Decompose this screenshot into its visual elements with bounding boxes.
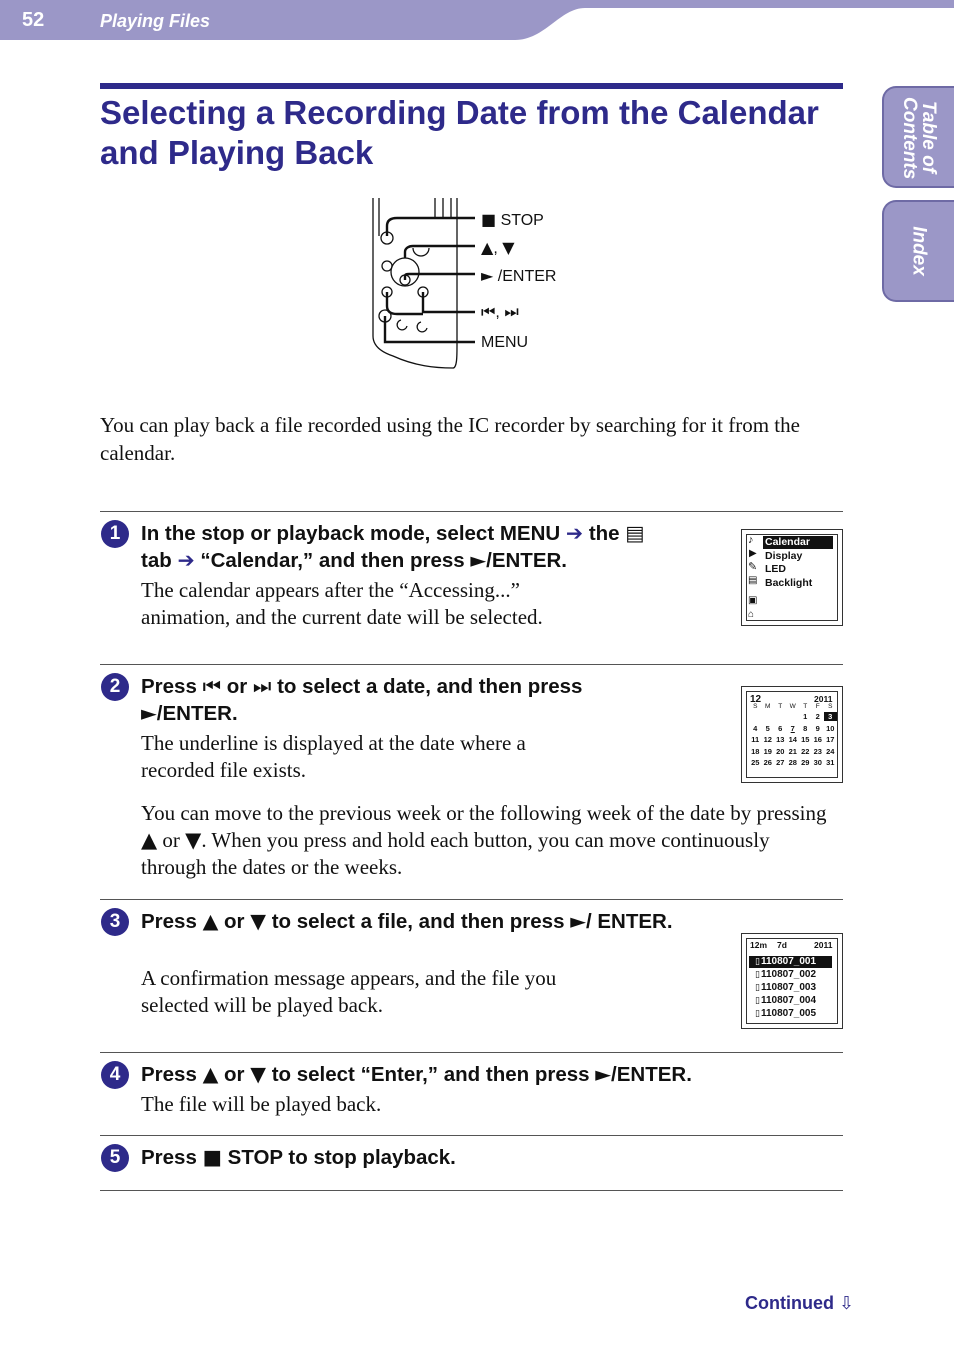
calendar-day: 2 xyxy=(815,712,820,721)
divider xyxy=(100,1052,843,1053)
calendar-day: 9 xyxy=(815,723,820,733)
calendar-day: 16 xyxy=(813,735,822,744)
calendar-day: 6 xyxy=(778,723,783,733)
calendar-day: 25 xyxy=(751,758,760,767)
play-icon: ► xyxy=(595,1062,612,1086)
calendar-day: 26 xyxy=(763,758,772,767)
step-3-heading: Press ▲ or ▼ to select a file, and then press ►/ ENTER. xyxy=(141,909,673,933)
file-list-item xyxy=(749,982,832,994)
previous-icon: ⏮ xyxy=(481,302,496,321)
step-5-heading: Press ■ STOP to stop playback. xyxy=(141,1145,456,1169)
next-icon: ⏭ xyxy=(252,674,272,698)
menu-item: Display xyxy=(765,550,803,562)
calendar-weekday: M xyxy=(765,703,771,710)
stop-icon: ■ xyxy=(481,210,497,229)
file-icon: ▯ xyxy=(755,970,760,980)
divider xyxy=(100,664,843,665)
page-title: Selecting a Recording Date from the Calendar and Playing Back xyxy=(100,94,819,171)
menu-item: Backlight xyxy=(765,577,813,589)
divider xyxy=(100,511,843,512)
file-name: 110807_005 xyxy=(760,1008,817,1019)
step-number: 4 xyxy=(101,1061,129,1089)
up-arrow-icon: ▲ xyxy=(202,909,219,933)
step-2-body: The underline is displayed at the date where a recorded file exists. xyxy=(141,731,526,782)
index-tab[interactable] xyxy=(882,200,954,302)
step-3-body: A confirmation message appears, and the file you selected will be played back. xyxy=(141,966,557,1017)
step-4-heading: Press ▲ or ▼ to select “Enter,” and then press ►/ENTER. xyxy=(141,1062,692,1086)
down-arrow-icon: ▼ xyxy=(185,828,202,852)
menu-item-selected: Calendar xyxy=(763,536,833,549)
down-arrow-icon: ▼ xyxy=(502,238,515,257)
calendar-day: 13 xyxy=(776,735,785,744)
calendar-day: 15 xyxy=(801,735,810,744)
next-icon: ⏭ xyxy=(504,302,519,321)
step-number: 5 xyxy=(101,1144,129,1172)
step-4-body: The file will be played back. xyxy=(141,1092,382,1116)
down-arrow-icon: ▼ xyxy=(250,1062,266,1086)
file-list-item xyxy=(749,956,832,968)
calendar-weekday: S xyxy=(753,703,758,710)
arrow-right-icon: ➔ xyxy=(565,521,584,545)
arrow-right-icon: ➔ xyxy=(177,548,195,572)
file-name: 110807_003 xyxy=(760,982,817,993)
calendar-day: 24 xyxy=(826,746,835,756)
calendar-year: 2011 xyxy=(814,694,833,704)
calendar-day: 31 xyxy=(826,758,835,767)
file-name: 110807_001 xyxy=(760,956,817,967)
step-number: 1 xyxy=(101,520,129,548)
page-header xyxy=(0,0,954,40)
calendar-day: 29 xyxy=(801,758,810,767)
file-icon: ▯ xyxy=(755,1009,760,1019)
step-number: 3 xyxy=(101,908,129,936)
previous-icon: ⏮ xyxy=(202,674,222,698)
calendar-weekday: W xyxy=(789,703,796,710)
down-arrow-icon: ▼ xyxy=(250,909,266,933)
play-icon: ► xyxy=(570,909,586,933)
index-tab-label: Index xyxy=(908,226,930,276)
calendar-day: 7 xyxy=(790,723,795,733)
up-arrow-icon: ▲ xyxy=(202,1062,219,1086)
calendar-day: 14 xyxy=(788,735,797,744)
recorder-diagram xyxy=(365,196,585,376)
calendar-screen xyxy=(741,686,843,783)
page-number: 52 xyxy=(22,9,45,31)
calendar-day: 18 xyxy=(751,746,760,756)
calendar-day: 22 xyxy=(801,746,810,756)
stop-label: ■ STOP xyxy=(481,210,544,229)
calendar-day: 23 xyxy=(813,746,822,756)
calendar-day: 10 xyxy=(826,723,835,733)
play-icon: ► xyxy=(470,548,487,572)
title-rule xyxy=(100,83,843,89)
intro-paragraph: You can play back a file recorded using the IC recorder by searching for it from the calendar. xyxy=(100,413,800,465)
calendar-day: 27 xyxy=(776,758,785,767)
calendar-day: 20 xyxy=(776,746,785,756)
step-2-heading: Press ⏮ or ⏭ to select a date, and then press ►/ENTER. xyxy=(141,674,583,725)
divider xyxy=(100,1190,843,1191)
play-icon: ► xyxy=(141,701,157,725)
calendar-weekday: S xyxy=(828,703,833,710)
arrow-down-icon: ⇩ xyxy=(839,1293,855,1314)
step-1-body: The calendar appears after the “Accessing...” animation, and the current date will be selected. xyxy=(141,578,543,629)
calendar-day: 5 xyxy=(765,723,770,733)
calendar-day: 30 xyxy=(813,758,822,767)
calendar-day: 12 xyxy=(763,735,772,744)
play-enter-label: ► /ENTER xyxy=(481,266,557,285)
file-icon: ▯ xyxy=(755,983,760,993)
calendar-weekday: T xyxy=(778,703,783,710)
calendar-month: 12 xyxy=(750,694,762,705)
calendar-day: 19 xyxy=(763,746,772,756)
file-icon: ▯ xyxy=(755,996,760,1006)
file-list-item xyxy=(749,995,832,1007)
file-name: 110807_002 xyxy=(760,969,817,980)
step-number: 2 xyxy=(101,673,129,701)
toolbox-icon: ▣ xyxy=(748,595,758,606)
up-down-label: ▲, ▼ xyxy=(481,238,515,257)
play-icon: ► xyxy=(481,266,494,285)
music-icon: ♪ xyxy=(748,534,754,546)
file-month: 12m xyxy=(750,940,768,950)
play-icon: ▶ xyxy=(749,548,757,559)
calendar-day: 1 xyxy=(803,712,808,721)
divider xyxy=(100,899,843,900)
file-list-screen xyxy=(741,933,843,1029)
continued-link[interactable]: Continued ⇩ xyxy=(745,1293,855,1314)
calendar-day: 17 xyxy=(826,735,835,744)
file-day: 7d xyxy=(777,940,787,950)
settings-tab-icon: ▤ xyxy=(625,521,645,545)
stop-icon: ■ xyxy=(202,1145,222,1169)
file-year: 2011 xyxy=(814,940,833,950)
calendar-day: 8 xyxy=(803,723,808,733)
calendar-day: 3 xyxy=(824,712,837,721)
file-icon: ▯ xyxy=(755,957,760,967)
menu-screen xyxy=(741,529,843,626)
recorder-illustration xyxy=(365,196,585,376)
table-of-contents-tab[interactable] xyxy=(882,86,954,188)
skip-label: ⏮, ⏭ xyxy=(481,302,519,321)
house-icon: ⌂ xyxy=(748,609,755,620)
calendar-day: 28 xyxy=(788,758,797,767)
file-list-item xyxy=(749,1008,832,1020)
up-arrow-icon: ▲ xyxy=(481,238,494,257)
menu-item: LED xyxy=(765,563,786,575)
calendar-grid xyxy=(749,703,837,777)
divider xyxy=(100,1135,843,1136)
step-2-note: You can move to the previous week or the following week of the date by pressing ▲ or ▼. When you press and hold each button, you can move continuously through the dates or the weeks. xyxy=(141,801,827,879)
up-arrow-icon: ▲ xyxy=(141,828,158,852)
file-name: 110807_004 xyxy=(760,995,817,1006)
calendar-day: 11 xyxy=(751,735,760,744)
calendar-day: 4 xyxy=(753,723,758,733)
calendar-weekday: F xyxy=(815,703,820,710)
toc-tab-label: Table of Contents xyxy=(899,97,939,180)
file-list-item xyxy=(749,969,832,981)
calendar-weekday: T xyxy=(803,703,808,710)
section-title: Playing Files xyxy=(100,11,211,31)
step-1-heading: In the stop or playback mode, select MENU ➔ the ▤ tab ➔ “Calendar,” and then press ►/ENTER. xyxy=(141,521,645,572)
pencil-icon: ✎ xyxy=(748,561,758,573)
menu-label: MENU xyxy=(481,334,529,351)
settings-icon: ▤ xyxy=(748,575,758,586)
calendar-day: 21 xyxy=(788,746,797,756)
